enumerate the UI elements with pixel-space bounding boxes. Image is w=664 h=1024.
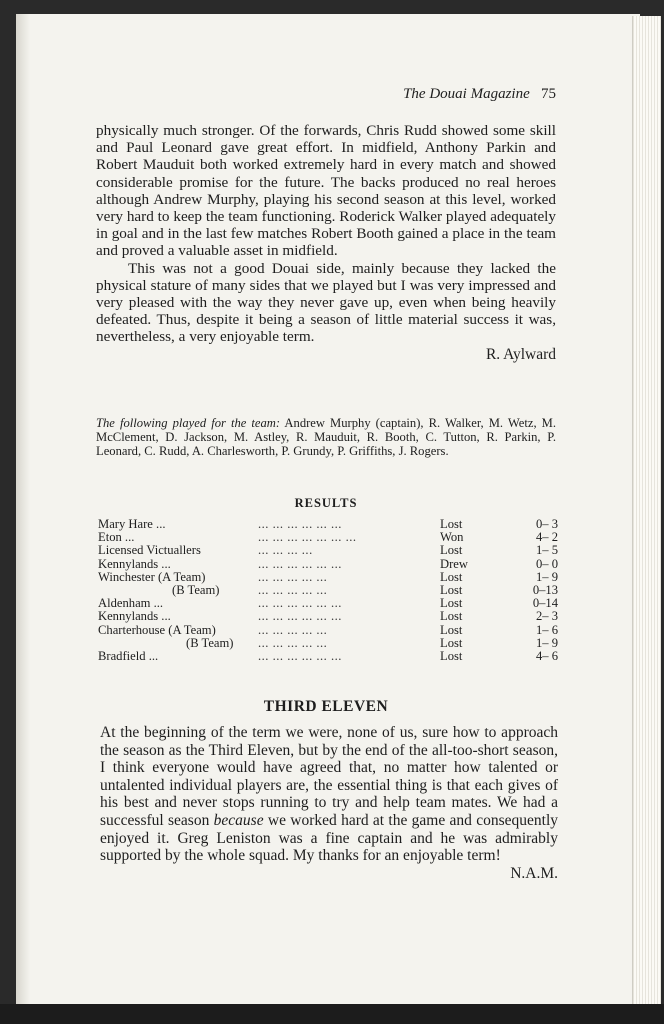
- result-row: [98, 624, 558, 637]
- article-body: [96, 122, 556, 363]
- page-edges: [632, 16, 661, 1004]
- result-score: 4– 6: [535, 648, 558, 663]
- book-cover-edge: [0, 1004, 664, 1024]
- result-outcome: Lost: [440, 596, 463, 611]
- leader-dots: ... ... ... ... ... ...: [258, 556, 342, 571]
- result-outcome: Lost: [440, 648, 463, 663]
- result-score: 2– 3: [535, 609, 558, 624]
- page-gutter-shadow: [16, 14, 30, 1004]
- result-score: 1– 6: [535, 622, 558, 637]
- result-outcome: Lost: [440, 543, 463, 558]
- leader-dots: ... ... ... ...: [258, 543, 313, 558]
- third-eleven-text-after: we worked hard at the game and consequently enjoyed it. Greg Leniston was a fine captain and he was admirably supported by the whole squad. My thanks for an enjoyable term!: [100, 811, 559, 865]
- article-signature: R. Aylward: [485, 345, 556, 363]
- leader-dots: ... ... ... ... ... ...: [258, 596, 342, 611]
- result-row: [98, 558, 558, 571]
- leader-dots: ... ... ... ... ... ...: [258, 517, 342, 531]
- result-score: 4– 2: [535, 530, 558, 545]
- result-score: 1– 9: [535, 569, 558, 584]
- players-names: Andrew Murphy (captain), R. Walker, M. Wetz, M. McClement, D. Jackson, M. Astley, R. Mauduit, R. Booth, C. Tutton, R. Parkin, P. Leonard, C. Rudd, A. Charlesworth, P. Grundy, P. Griffiths, J. Rogers.: [96, 416, 556, 459]
- result-score: 0– 3: [535, 517, 558, 531]
- result-outcome: Drew: [440, 556, 468, 571]
- third-eleven-paragraph: [100, 724, 558, 865]
- result-outcome: Lost: [440, 635, 463, 650]
- players-list: [96, 416, 556, 459]
- results-heading: RESULTS: [294, 496, 358, 510]
- result-score: 0–13: [532, 582, 558, 597]
- third-eleven-signature: N.A.M.: [510, 864, 558, 882]
- leader-dots: ... ... ... ... ... ... ...: [258, 530, 357, 545]
- result-row: [98, 544, 558, 557]
- result-team: Charterhouse (A Team): [98, 622, 216, 637]
- result-team: Bradfield ...: [98, 648, 159, 663]
- result-outcome: Lost: [440, 609, 463, 624]
- running-header: [370, 86, 556, 103]
- result-score: 1– 9: [535, 635, 558, 650]
- result-team: Winchester (A Team): [98, 569, 206, 584]
- result-row: [98, 610, 558, 623]
- third-eleven-emphasis: because: [213, 811, 264, 829]
- result-row: [98, 571, 558, 584]
- result-row: [98, 650, 558, 663]
- third-eleven-text-before: At the beginning of the term we were, none of us, sure how to approach the season as the Third Eleven, but by the end of the all-too-short season, I think everyone would have agreed that, no matter how talented or untalented individual players are, the essential thing is that each gives of his best and never stops running to try and help team mates. We had a successful season: [100, 724, 558, 829]
- result-outcome: Lost: [440, 569, 463, 584]
- leader-dots: ... ... ... ... ...: [258, 622, 328, 637]
- leader-dots: ... ... ... ... ...: [258, 582, 328, 597]
- result-row: [98, 637, 558, 650]
- page-number: 75: [541, 86, 556, 102]
- result-team: (B Team): [172, 582, 220, 597]
- result-score: 0–14: [532, 596, 558, 611]
- result-team: Mary Hare ...: [98, 517, 166, 531]
- leader-dots: ... ... ... ... ...: [258, 569, 328, 584]
- result-score: 0– 0: [535, 556, 558, 571]
- magazine-title: The Douai Magazine: [403, 86, 530, 102]
- third-eleven-body: [100, 724, 558, 882]
- result-team: Eton ...: [98, 530, 135, 545]
- third-eleven-heading: THIRD ELEVEN: [263, 698, 389, 715]
- players-lead: The following played for the team:: [96, 416, 281, 430]
- results-table: [98, 518, 558, 663]
- leader-dots: ... ... ... ... ... ...: [258, 648, 342, 663]
- result-team: Kennylands ...: [98, 609, 171, 624]
- article-paragraph-1: physically much stronger. Of the forwards, Chris Rudd showed some skill and Paul Leonard gave great effort. In midfield, Anthony Parkin and Robert Mauduit both worked extremely hard in every match and showed considerable promise for the future. The backs produced no real heroes although Andrew Murphy, playing his second season at this level, worked very hard to keep the team functioning. Roderick Walker played adequately in goal and in the last few matches Robert Booth gained a place in the team and proved a valuable asset in midfield.: [96, 122, 556, 260]
- result-outcome: Won: [440, 530, 464, 545]
- leader-dots: ... ... ... ... ...: [258, 635, 328, 650]
- result-team: Licensed Victuallers: [98, 543, 201, 558]
- result-score: 1– 5: [535, 543, 558, 558]
- result-outcome: Lost: [440, 582, 463, 597]
- result-team: Kennylands ...: [98, 556, 171, 571]
- result-team: (B Team): [186, 635, 234, 650]
- result-team: Aldenham ...: [98, 596, 164, 611]
- article-paragraph-2: This was not a good Douai side, mainly because they lacked the physical stature of many sides that we played but I was very impressed and very pleased with the way they never gave up, even when being heavily defeated. Thus, despite it being a season of little material success it was, nevertheless, a very enjoyable term.: [96, 259, 556, 346]
- result-outcome: Lost: [440, 517, 463, 531]
- leader-dots: ... ... ... ... ... ...: [258, 609, 342, 624]
- result-outcome: Lost: [440, 622, 463, 637]
